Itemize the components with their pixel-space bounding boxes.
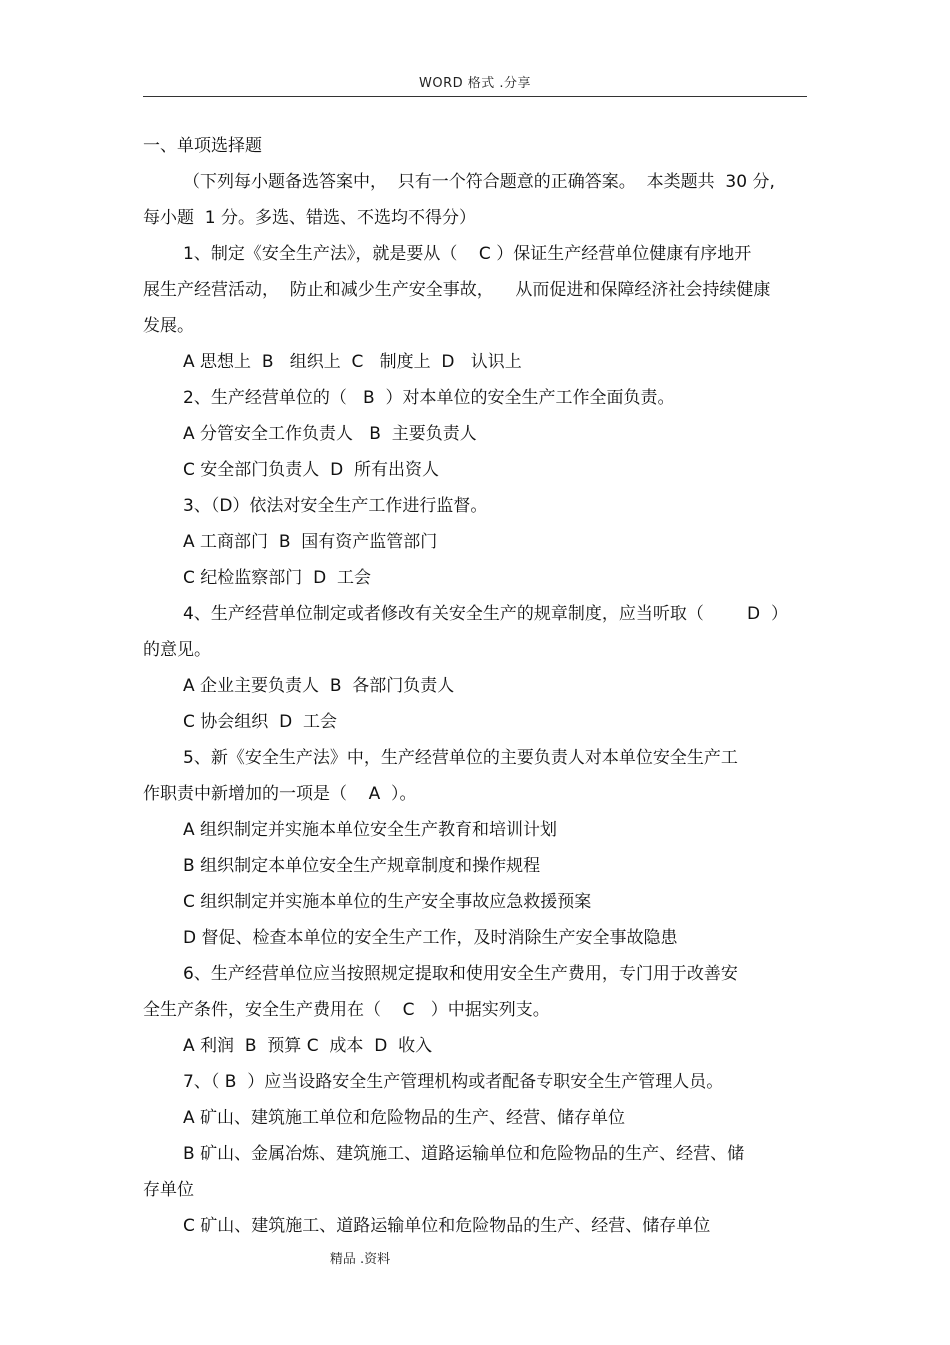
question-5-option-a: A 组织制定并实施本单位安全生产教育和培训计划 <box>183 820 558 840</box>
question-7-option-c: C 矿山、建筑施工、道路运输单位和危险物品的生产、经营、储存单位 <box>183 1216 711 1236</box>
instructions-line-2: 每小题 1 分。多选、错选、不选均不得分） <box>143 208 477 228</box>
question-1-line-3: 发展。 <box>143 316 194 336</box>
question-3-text: 3、（D）依法对安全生产工作进行监督。 <box>183 496 488 516</box>
question-7-option-b-line-2: 存单位 <box>143 1180 194 1200</box>
question-7-option-b-line-1: B 矿山、金属冶炼、建筑施工、道路运输单位和危险物品的生产、经营、储 <box>183 1144 745 1164</box>
question-5-option-d: D 督促、检查本单位的安全生产工作，及时消除生产安全事故隐患 <box>183 928 678 948</box>
question-7-text: 7、（ B ）应当设路安全生产管理机构或者配备专职安全生产管理人员。 <box>183 1072 724 1092</box>
question-4-options-ab: A 企业主要负责人 B 各部门负责人 <box>183 676 455 696</box>
question-7-option-a: A 矿山、建筑施工单位和危险物品的生产、经营、储存单位 <box>183 1108 626 1128</box>
question-1-line-2: 展生产经营活动， 防止和减少生产安全事故， 从而促进和保障经济社会持续健康 <box>143 280 771 300</box>
document-body <box>143 128 813 1244</box>
question-1-line-1: 1、制定《安全生产法》，就是要从（ C ）保证生产经营单位健康有序地开 <box>183 244 752 264</box>
instructions-line-1: （下列每小题备选答案中， 只有一个符合题意的正确答案。 本类题共 30 分, <box>183 172 775 192</box>
question-2-options-cd: C 安全部门负责人 D 所有出资人 <box>183 460 439 480</box>
question-4-line-1: 4、生产经营单位制定或者修改有关安全生产的规章制度，应当听取（ D ） <box>183 604 788 624</box>
question-6-line-2: 全生产条件，安全生产费用在（ C ）中据实列支。 <box>143 1000 550 1020</box>
question-5-line-2: 作职责中新增加的一项是（ A ）。 <box>143 784 417 804</box>
question-1-options: A 思想上 B 组织上 C 制度上 D 认识上 <box>183 352 522 372</box>
question-5-option-b: B 组织制定本单位安全生产规章制度和操作规程 <box>183 856 541 876</box>
question-6-line-1: 6、生产经营单位应当按照规定提取和使用安全生产费用，专门用于改善安 <box>183 964 738 984</box>
question-4-options-cd: C 协会组织 D 工会 <box>183 712 337 732</box>
question-2-options-ab: A 分管安全工作负责人 B 主要负责人 <box>183 424 477 444</box>
page-header: WORD 格式 .分享 <box>418 76 532 91</box>
question-5-line-1: 5、新《安全生产法》中，生产经营单位的主要负责人对本单位安全生产工 <box>183 748 738 768</box>
question-2-text: 2、生产经营单位的（ B ）对本单位的安全生产工作全面负责。 <box>183 388 675 408</box>
header-divider <box>143 96 807 97</box>
question-4-line-2: 的意见。 <box>143 640 211 660</box>
question-3-options-cd: C 纪检监察部门 D 工会 <box>183 568 371 588</box>
page-footer: 精品 .资料 <box>329 1252 391 1267</box>
question-3-options-ab: A 工商部门 B 国有资产监管部门 <box>183 532 438 552</box>
section-title: 一、单项选择题 <box>143 136 262 156</box>
question-5-option-c: C 组织制定并实施本单位的生产安全事故应急救援预案 <box>183 892 592 912</box>
question-6-options: A 利润 B 预算 C 成本 D 收入 <box>183 1036 433 1056</box>
